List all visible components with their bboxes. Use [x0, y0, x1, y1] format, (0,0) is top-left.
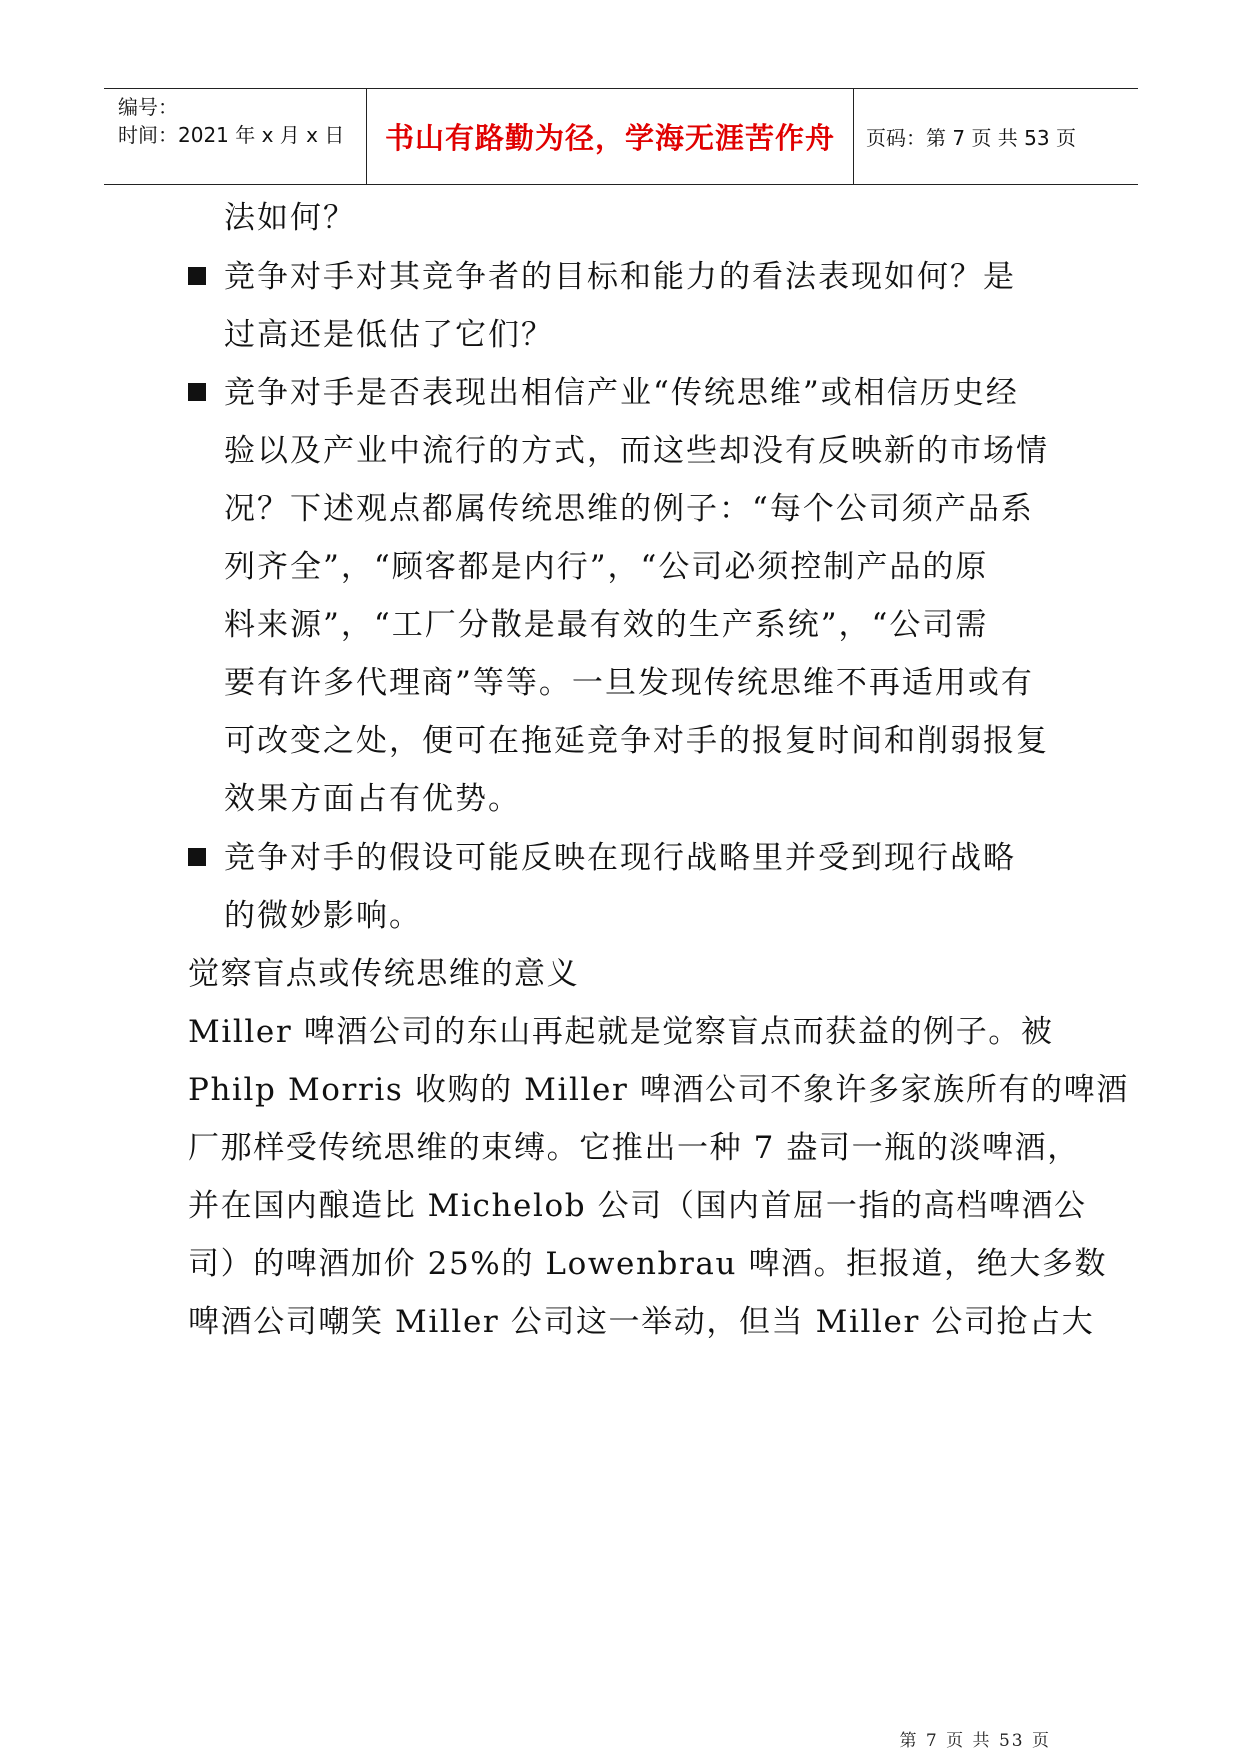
text-line: 可改变之处，便可在拖延竞争对手的报复时间和削弱报复 [224, 723, 1049, 759]
bullet-item [188, 838, 1016, 878]
bullet-square-icon [188, 848, 206, 866]
paragraph-line: 厂那样受传统思维的束缚。它推出一种 7 盎司一瓶的淡啤酒， [188, 1130, 1080, 1166]
section-heading: 觉察盲点或传统思维的意义 [188, 956, 580, 992]
text-line: 要有许多代理商”等等。一旦发现传统思维不再适用或有 [224, 665, 1034, 701]
bullet-item [188, 257, 1016, 297]
bullet-square-icon [188, 383, 206, 401]
text-line: 竞争对手是否表现出相信产业“传统思维”或相信历史经 [224, 375, 1019, 411]
text-line: 的微妙影响。 [224, 898, 422, 934]
page-footer: 第 7 页 共 53 页 [899, 1731, 1051, 1751]
bullet-square-icon [188, 267, 206, 285]
time-label: 时间：2021 年 x 月 x 日 [118, 123, 345, 147]
paragraph-line: Philp Morris 收购的 Miller 啤酒公司不象许多家族所有的啤酒 [188, 1072, 1129, 1108]
header-meta [118, 93, 358, 149]
header-page-code: 页码：第 7 页 共 53 页 [866, 126, 1076, 150]
text-line: 法如何？ [224, 200, 356, 236]
text-line: 过高还是低估了它们？ [224, 317, 554, 353]
paragraph-line: 并在国内酿造比 Michelob 公司（国内首屈一指的高档啤酒公 [188, 1188, 1087, 1224]
text-line: 竞争对手对其竞争者的目标和能力的看法表现如何？是 [224, 259, 1016, 295]
paragraph-line: 司）的啤酒加价 25%的 Lowenbrau 啤酒。拒报道，绝大多数 [188, 1246, 1108, 1282]
text-line: 列齐全”，“顾客都是内行”，“公司必须控制产品的原 [224, 549, 989, 585]
bullet-item [188, 373, 1019, 413]
text-line: 况？下述观点都属传统思维的例子：“每个公司须产品系 [224, 491, 1034, 527]
text-line: 竞争对手的假设可能反映在现行战略里并受到现行战略 [224, 840, 1016, 876]
header-motto: 书山有路勤为径，学海无涯苦作舟 [366, 89, 854, 184]
page-header [104, 88, 1138, 185]
text-line: 验以及产业中流行的方式，而这些却没有反映新的市场情 [224, 433, 1049, 469]
number-label: 编号： [118, 95, 178, 119]
paragraph-line: 啤酒公司嘲笑 Miller 公司这一举动，但当 Miller 公司抢占大 [188, 1304, 1095, 1340]
paragraph-line: Miller 啤酒公司的东山再起就是觉察盲点而获益的例子。被 [188, 1014, 1054, 1050]
text-line: 效果方面占有优势。 [224, 781, 521, 817]
text-line: 料来源”，“工厂分散是最有效的生产系统”，“公司需 [224, 607, 989, 643]
